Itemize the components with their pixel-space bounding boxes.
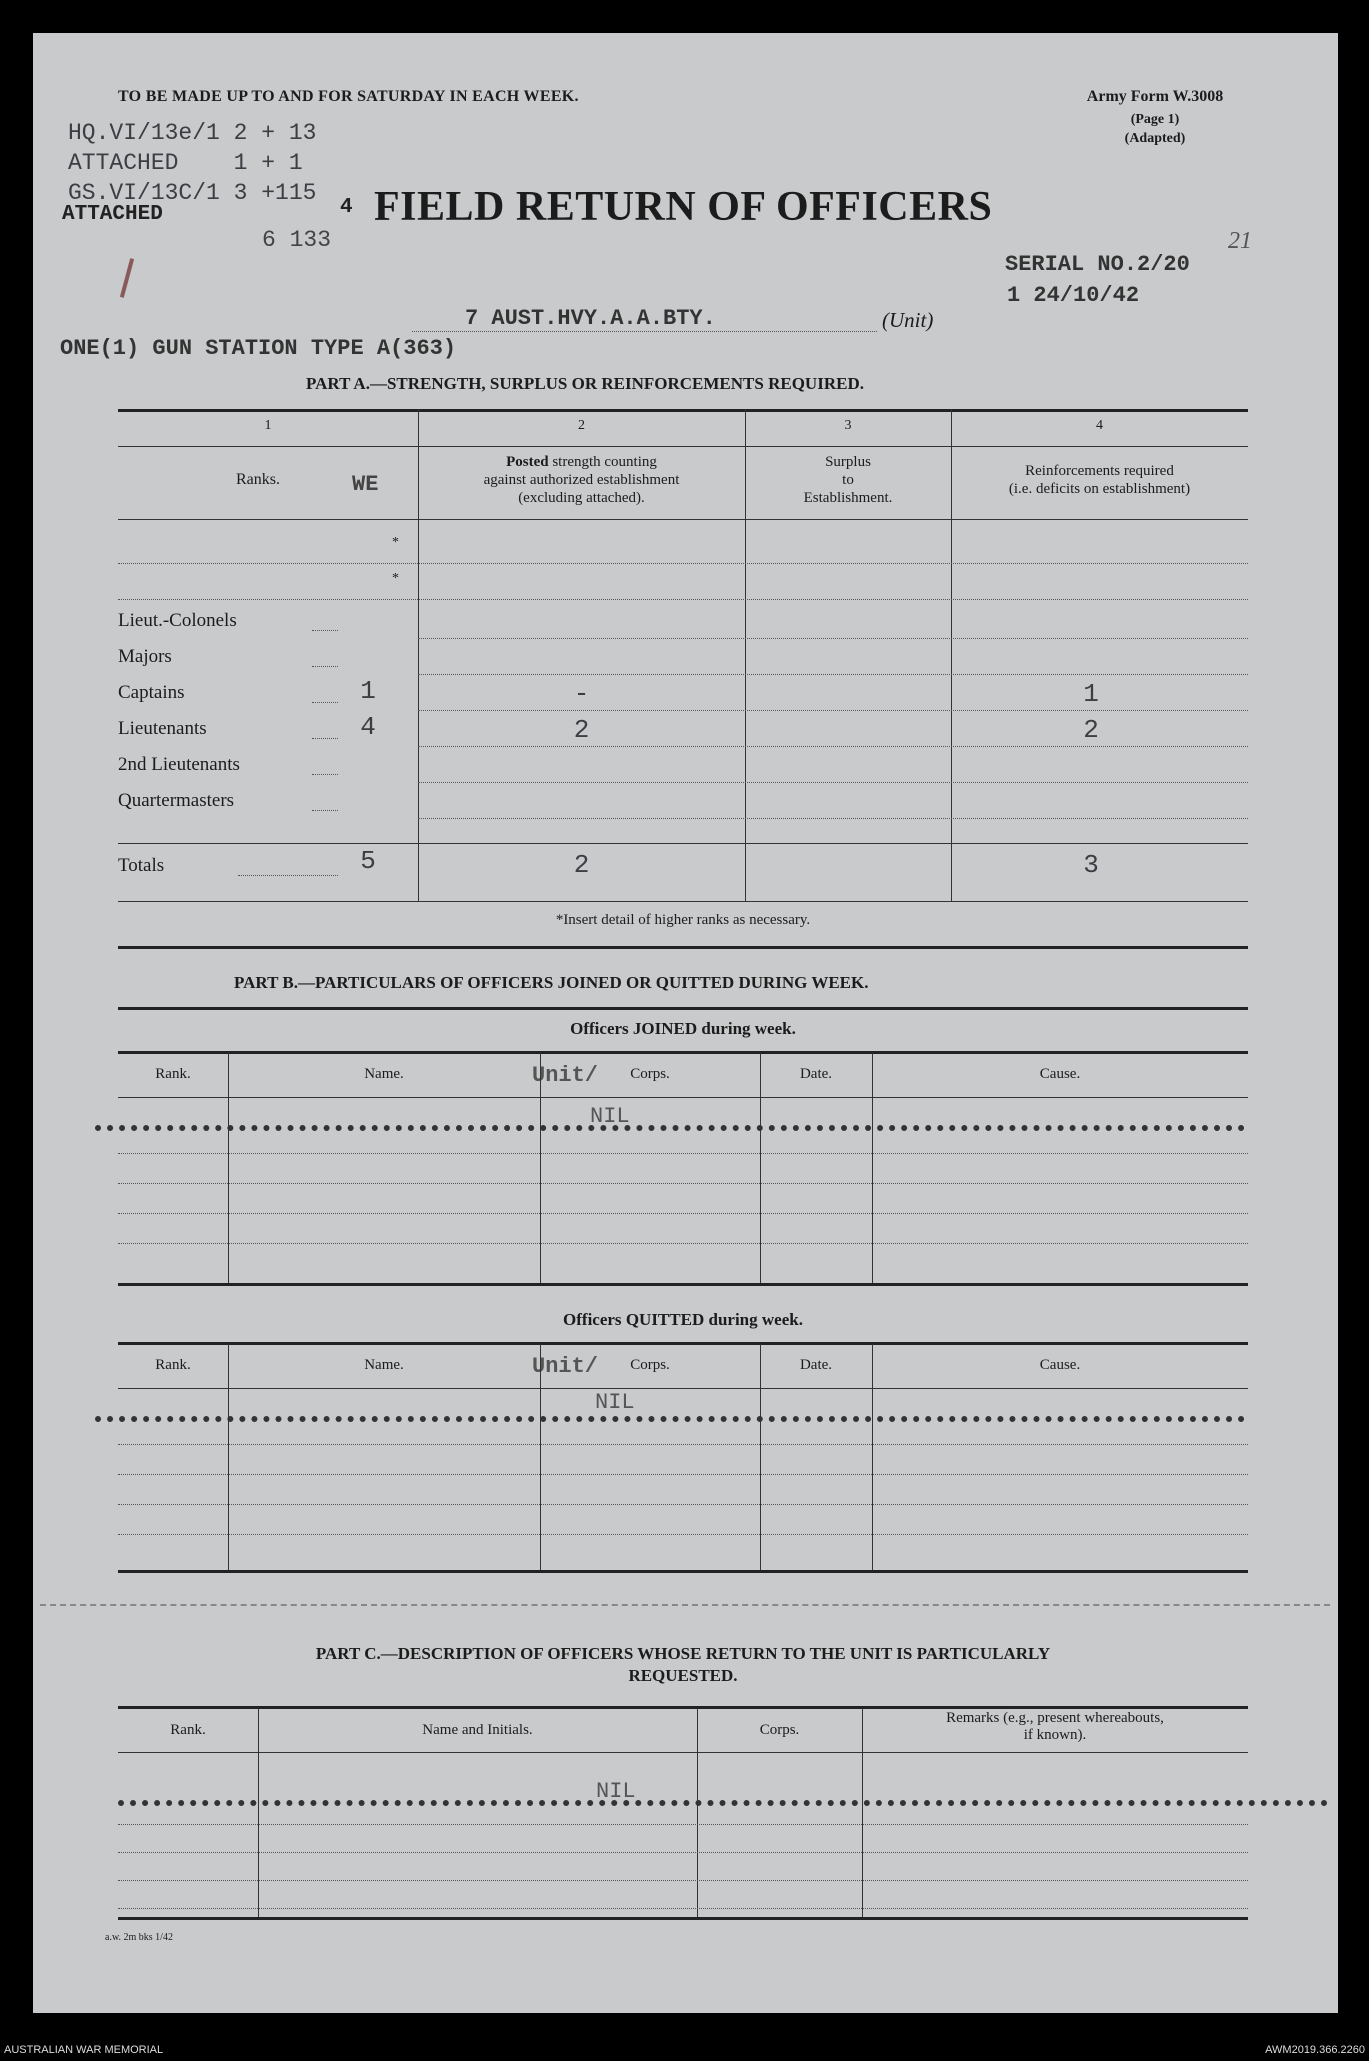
- joined-top-rule: [118, 1051, 1248, 1054]
- typed-line-4-right: 4: [340, 196, 353, 219]
- footer-accession: AWM2019.366.2260: [1265, 2044, 1365, 2056]
- rank-row-rule: [418, 710, 1248, 711]
- serial-number: SERIAL NO.2/20: [1005, 252, 1190, 277]
- totals-posted: 2: [573, 850, 590, 880]
- partc-column-divider: [697, 1708, 698, 1917]
- unit-underline: [412, 331, 877, 332]
- joined-blank-row-rule: [118, 1153, 1248, 1154]
- form-number: Army Form W.3008: [1086, 88, 1224, 105]
- partc-header-rule: [118, 1752, 1248, 1753]
- rank-row-rule: [418, 818, 1248, 819]
- unit-label: (Unit): [882, 308, 934, 332]
- totals-leader: [238, 875, 338, 876]
- joined-title-post: during week.: [697, 1019, 796, 1038]
- posted-label-line3: (excluding attached).: [518, 490, 645, 506]
- joined-header-rule: [118, 1097, 1248, 1098]
- quitted-blank-row-rule: [118, 1504, 1248, 1505]
- partc-blank-row-rule: [118, 1852, 1248, 1853]
- rank-row-rule: [418, 674, 1248, 675]
- quitted-column-divider: [872, 1344, 873, 1570]
- rank-we-value: 4: [360, 712, 376, 742]
- surplus-header: [745, 453, 951, 507]
- quitted-title-post: during week.: [704, 1310, 803, 1329]
- ranks-header: Ranks.: [236, 471, 280, 488]
- reinforcements-header: [951, 462, 1248, 498]
- part-a-col-divider-3: [951, 409, 952, 901]
- part-c-bottom-rule: [118, 1917, 1248, 1920]
- rank-reinforcements-value: 1: [1083, 679, 1099, 709]
- joined-name-column-header: Name.: [364, 1066, 404, 1082]
- fold-line: [40, 1604, 1330, 1606]
- joined-rank-column-header: Rank.: [155, 1066, 191, 1082]
- rank-posted-value: -: [573, 679, 590, 709]
- rank-leader: [312, 810, 338, 811]
- col-number-rule: [118, 446, 1248, 447]
- quitted-blank-row-rule: [118, 1534, 1248, 1535]
- col-number-3: 3: [844, 418, 852, 433]
- quitted-bottom-rule: [118, 1570, 1248, 1573]
- joined-cause-column-header: Cause.: [1039, 1066, 1081, 1082]
- station-type: ONE(1) GUN STATION TYPE A(363): [60, 336, 457, 361]
- joined-title-pre: Officers: [570, 1019, 633, 1038]
- form-instruction: TO BE MADE UP TO AND FOR SATURDAY IN EACH WEEK.: [118, 88, 579, 105]
- header-bottom-rule: [118, 519, 1248, 520]
- joined-dotted-fill-row: [95, 1125, 1245, 1131]
- col-number-1: 1: [264, 418, 272, 433]
- posted-bold-label: Posted: [506, 454, 549, 470]
- partc-column-divider: [862, 1708, 863, 1917]
- quitted-header-rule: [118, 1388, 1248, 1389]
- quitted-title: [118, 1310, 1248, 1330]
- part-a-bottom-rule: [118, 946, 1248, 949]
- typed-line-5: 6 133: [262, 227, 332, 253]
- joined-bottom-rule: [118, 1283, 1248, 1286]
- quitted-column-divider: [760, 1344, 761, 1570]
- rank-leader: [312, 738, 338, 739]
- surplus-label-line2: to: [842, 472, 854, 488]
- partc-nil-typed: NIL: [596, 1779, 636, 1804]
- quitted-rank-column-header: Rank.: [155, 1357, 191, 1373]
- partc-column-divider: [258, 1708, 259, 1917]
- typed-line-4-left: ATTACHED: [62, 203, 163, 226]
- partc-name-column-header: Name and Initials.: [422, 1722, 533, 1738]
- serial-handwritten-note: 21: [1228, 228, 1252, 254]
- totals-top-rule: [118, 843, 1248, 844]
- rank-label: 2nd Lieutenants: [118, 754, 240, 775]
- form-page: (Page 1): [1130, 112, 1180, 127]
- rank-row-rule: [418, 746, 1248, 747]
- rank-leader: [312, 774, 338, 775]
- part-a-col-divider-1: [418, 409, 419, 901]
- rank-posted-value: 2: [573, 715, 590, 745]
- joined-nil-typed: NIL: [590, 1104, 630, 1129]
- col-number-2: 2: [578, 418, 585, 433]
- part-c-heading: [118, 1643, 1248, 1687]
- rank-reinforcements-value: 2: [1083, 715, 1099, 745]
- print-code: a.w. 2m bks 1/42: [105, 1932, 173, 1943]
- joined-date-column-header: Date.: [799, 1066, 833, 1082]
- totals-reinforcements: 3: [1083, 850, 1099, 880]
- posted-rest-label: strength counting: [548, 454, 657, 470]
- quitted-name-column-header: Name.: [364, 1357, 404, 1373]
- joined-blank-row-rule: [118, 1183, 1248, 1184]
- rank-we-value: 1: [360, 676, 376, 706]
- quitted-nil-typed: NIL: [595, 1390, 635, 1415]
- part-a-heading: PART A.—STRENGTH, SURPLUS OR REINFORCEMENTS REQUIRED.: [306, 374, 864, 393]
- part-a-footnote: *Insert detail of higher ranks as necessary.: [555, 912, 811, 928]
- joined-column-divider: [228, 1053, 229, 1283]
- star-marker-1: *: [392, 535, 399, 550]
- unit-name: 7 AUST.HVY.A.A.BTY.: [465, 306, 716, 331]
- joined-title-key: JOINED: [632, 1019, 698, 1038]
- quitted-dotted-fill-row: [95, 1416, 1245, 1422]
- joined-column-divider: [760, 1053, 761, 1283]
- joined-blank-row-rule: [118, 1213, 1248, 1214]
- quitted-top-rule: [118, 1342, 1248, 1345]
- partc-remarks-header-line1: Remarks (e.g., present whereabouts,: [946, 1710, 1164, 1726]
- joined-unit-typed: Unit/: [532, 1063, 599, 1088]
- part-a-col-divider-2: [745, 409, 746, 901]
- partc-rank-column-header: Rank.: [170, 1722, 206, 1738]
- part-a-top-rule: [118, 409, 1248, 412]
- rank-leader: [312, 630, 338, 631]
- joined-column-divider: [872, 1053, 873, 1283]
- partc-blank-row-rule: [118, 1880, 1248, 1881]
- part-c-heading-line2: REQUESTED.: [628, 1666, 738, 1685]
- rank-row-rule: [418, 638, 1248, 639]
- rank-leader: [312, 666, 338, 667]
- joined-blank-row-rule: [118, 1243, 1248, 1244]
- rank-label: Quartermasters: [118, 790, 235, 811]
- typed-line-1: HQ.VI/13e/1 2 + 13: [68, 120, 317, 146]
- typed-line-3: GS.VI/13C/1 3 +115: [68, 180, 317, 206]
- part-b-heading: PART B.—PARTICULARS OF OFFICERS JOINED OR QUITTED DURING WEEK.: [234, 973, 869, 992]
- rank-row-rule: [418, 782, 1248, 783]
- reinforcements-label-line1: Reinforcements required: [1025, 463, 1174, 479]
- quitted-blank-row-rule: [118, 1474, 1248, 1475]
- typed-line-2: ATTACHED 1 + 1: [68, 150, 303, 176]
- partc-remarks-header-line2: if known).: [1023, 1727, 1087, 1743]
- part-c-top-rule: [118, 1706, 1248, 1709]
- reinforcements-label-line2: (i.e. deficits on establishment): [1008, 481, 1191, 497]
- quitted-unit-typed: Unit/: [532, 1354, 599, 1379]
- rank-label: Lieut.-Colonels: [118, 610, 237, 631]
- partc-blank-row-rule: [118, 1908, 1248, 1909]
- partc-dotted-fill-row: [118, 1800, 1328, 1806]
- quitted-title-pre: Officers: [563, 1310, 626, 1329]
- rank-leader: [312, 702, 338, 703]
- quitted-column-divider: [228, 1344, 229, 1570]
- partc-blank-row-rule: [118, 1824, 1248, 1825]
- form-adapted: (Adapted): [1124, 131, 1186, 146]
- rank-label: Captains: [118, 682, 185, 703]
- quitted-blank-row-rule: [118, 1444, 1248, 1445]
- part-c-heading-line1: PART C.—DESCRIPTION OF OFFICERS WHOSE RETURN TO THE UNIT IS PARTICULARLY: [315, 1644, 1051, 1663]
- joined-corps-column-header: Corps.: [630, 1066, 670, 1082]
- totals-we: 5: [360, 846, 376, 876]
- partc-corps-column-header: Corps.: [759, 1722, 800, 1738]
- totals-bottom-rule: [118, 901, 1248, 902]
- return-date: 1 24/10/42: [1007, 283, 1140, 308]
- quitted-corps-column-header: Corps.: [630, 1357, 670, 1373]
- surplus-label-line3: Establishment.: [803, 490, 893, 506]
- quitted-title-key: QUITTED: [625, 1310, 705, 1329]
- rank-label: Majors: [118, 646, 172, 667]
- star-marker-2: *: [392, 571, 399, 586]
- star-row-rule-2: [118, 599, 1248, 600]
- posted-strength-header: [418, 453, 745, 507]
- totals-label: Totals: [118, 855, 165, 876]
- part-b-top-rule: [118, 1007, 1248, 1010]
- star-row-rule-1: [118, 563, 1248, 564]
- we-header: WE: [352, 472, 379, 497]
- rank-label: Lieutenants: [118, 718, 207, 739]
- footer-institution: AUSTRALIAN WAR MEMORIAL: [4, 2044, 164, 2056]
- joined-column-divider: [540, 1053, 541, 1283]
- quitted-cause-column-header: Cause.: [1039, 1357, 1081, 1373]
- quitted-column-divider: [540, 1344, 541, 1570]
- posted-label-line2: against authorized establishment: [483, 472, 680, 488]
- surplus-label-line1: Surplus: [825, 454, 871, 470]
- joined-title: [118, 1019, 1248, 1039]
- page-title: FIELD RETURN OF OFFICERS: [374, 184, 993, 230]
- col-number-4: 4: [1096, 418, 1103, 433]
- quitted-date-column-header: Date.: [799, 1357, 833, 1373]
